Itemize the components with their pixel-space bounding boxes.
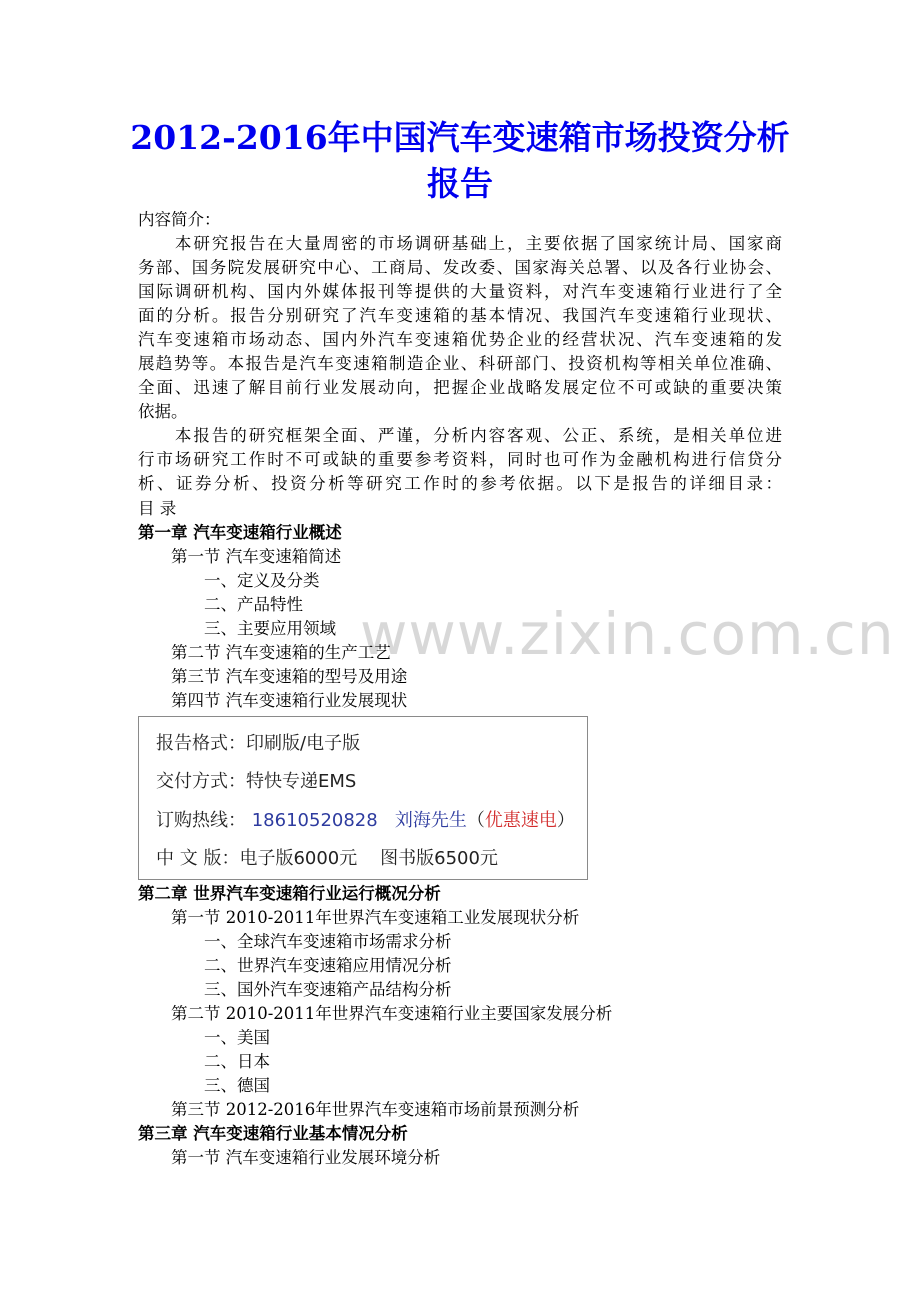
toc-label: 目 录 xyxy=(138,499,177,518)
toc-entry: 第一节 汽车变速箱行业发展环境分析 xyxy=(138,1148,441,1167)
toc-entry: 第一节 2010-2011年世界汽车变速箱工业发展现状分析 xyxy=(138,908,580,927)
hotline-phone[interactable]: 18610520828 xyxy=(251,810,378,831)
price-electronic: 电子版6000元 xyxy=(239,848,358,869)
hotline-row xyxy=(156,806,575,832)
delivery-value: 特快专递EMS xyxy=(246,771,357,792)
intro-paragraph-line: 国际调研机构、国内外媒体报刊等提供的大量资料，对汽车变速箱行业进行了全 xyxy=(138,282,782,301)
toc-entry: 第一节 汽车变速箱简述 xyxy=(138,547,342,566)
report-title-line1: 2012-2016年中国汽车变速箱市场投资分析 xyxy=(130,118,790,157)
report-title-line2: 报告 xyxy=(427,164,493,203)
toc-entry: 三、国外汽车变速箱产品结构分析 xyxy=(138,980,452,999)
toc-entry: 二、产品特性 xyxy=(138,595,303,614)
delivery-label: 交付方式： xyxy=(156,771,246,792)
intro-paragraph-line: 务部、国务院发展研究中心、工商局、发改委、国家海关总署、以及各行业协会、 xyxy=(138,258,782,277)
paren-open: （ xyxy=(466,810,485,831)
toc-chapter-1: 第一章 汽车变速箱行业概述 xyxy=(138,523,342,542)
toc-chapter-3: 第三章 汽车变速箱行业基本情况分析 xyxy=(138,1124,408,1143)
toc-entry: 第三节 2012-2016年世界汽车变速箱市场前景预测分析 xyxy=(138,1100,580,1119)
price-print: 图书版6500元 xyxy=(380,848,498,869)
toc-entry: 第二节 汽车变速箱的生产工艺 xyxy=(138,643,391,662)
paren-close: ） xyxy=(556,810,575,831)
toc-entry: 二、世界汽车变速箱应用情况分析 xyxy=(138,956,452,975)
delivery-row xyxy=(156,767,356,793)
toc-entry: 第三节 汽车变速箱的型号及用途 xyxy=(138,667,408,686)
toc-entry: 一、美国 xyxy=(138,1028,270,1047)
price-label: 中 文 版： xyxy=(156,848,240,869)
watermark: www.zixin.com.cn xyxy=(360,600,895,668)
intro-paragraph-line: 全面、迅速了解目前行业发展动向，把握企业战略发展定位不可或缺的重要决策 xyxy=(138,378,782,397)
toc-entry: 三、德国 xyxy=(138,1076,270,1095)
order-info-box xyxy=(138,716,588,880)
intro-heading: 内容简介： xyxy=(138,210,221,229)
promo-text: 优惠速电 xyxy=(484,810,557,831)
intro-paragraph-line: 本研究报告在大量周密的市场调研基础上，主要依据了国家统计局、国家商 xyxy=(138,234,782,253)
hotline-label: 订购热线： xyxy=(156,810,246,831)
hotline-contact: 刘海先生 xyxy=(394,810,467,831)
intro-paragraph-line: 面的分析。报告分别研究了汽车变速箱的基本情况、我国汽车变速箱行业现状、 xyxy=(138,306,782,325)
intro-paragraph-line: 析、证券分析、投资分析等研究工作时的参考依据。以下是报告的详细目录： xyxy=(138,474,782,493)
report-format-label: 报告格式： xyxy=(156,733,246,754)
toc-entry: 第二节 2010-2011年世界汽车变速箱行业主要国家发展分析 xyxy=(138,1004,613,1023)
report-format-row xyxy=(156,729,360,755)
intro-paragraph-line: 依据。 xyxy=(138,402,188,421)
intro-paragraph-line: 汽车变速箱市场动态、国内外汽车变速箱优势企业的经营状况、汽车变速箱的发 xyxy=(138,330,782,349)
price-row xyxy=(156,844,498,870)
toc-entry: 三、主要应用领域 xyxy=(138,619,336,638)
toc-entry: 一、全球汽车变速箱市场需求分析 xyxy=(138,932,452,951)
toc-entry: 一、定义及分类 xyxy=(138,571,320,590)
toc-entry: 二、日本 xyxy=(138,1052,270,1071)
intro-paragraph-line: 本报告的研究框架全面、严谨，分析内容客观、公正、系统，是相关单位进 xyxy=(138,426,782,445)
intro-paragraph-line: 行市场研究工作时不可或缺的重要参考资料，同时也可作为金融机构进行信贷分 xyxy=(138,450,782,469)
report-format-value: 印刷版/电子版 xyxy=(246,733,361,754)
intro-paragraph-line: 展趋势等。本报告是汽车变速箱制造企业、科研部门、投资机构等相关单位准确、 xyxy=(138,354,782,373)
toc-chapter-2: 第二章 世界汽车变速箱行业运行概况分析 xyxy=(138,884,441,903)
toc-entry: 第四节 汽车变速箱行业发展现状 xyxy=(138,691,408,710)
